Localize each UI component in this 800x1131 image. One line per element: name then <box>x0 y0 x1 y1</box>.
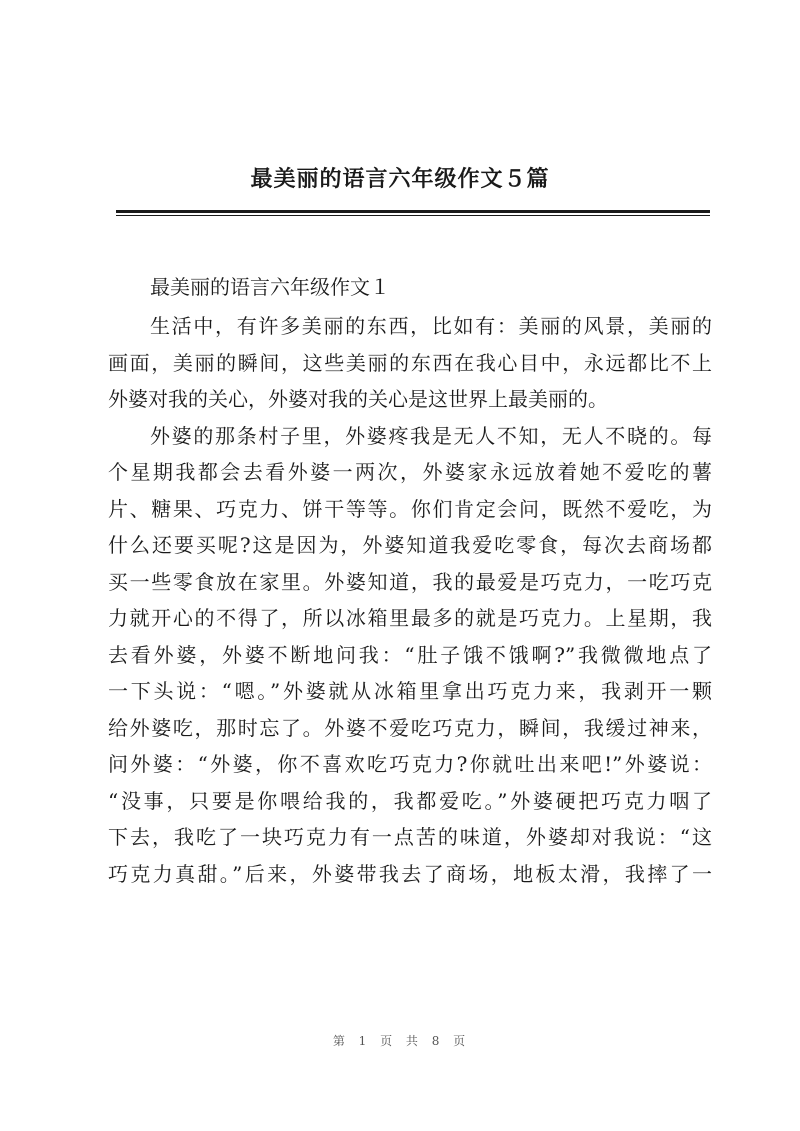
title-rule-thick <box>116 210 710 213</box>
document-title: 最美丽的语言六年级作文５篇 <box>250 166 550 192</box>
paragraph-line: 巧克力真甜。”后来，外婆带我去了商场，地板太滑，我摔了一 <box>108 861 712 886</box>
paragraph-line: 个星期我都会去看外婆一两次，外婆家永远放着她不爱吃的薯 <box>108 460 712 484</box>
paragraph-1 <box>108 308 712 418</box>
paragraph-line: 下去，我吃了一块巧克力有一点苦的味道，外婆却对我说：“这 <box>108 825 712 849</box>
paragraph-line: 一下头说：“嗯。”外婆就从冰箱里拿出巧克力来，我剥开一颗 <box>108 679 712 703</box>
paragraph-line: 力就开心的不得了，所以冰箱里最多的就是巧克力。上星期，我 <box>108 606 712 630</box>
page-number-footer: 第 1 页 共 8 页 <box>332 1034 468 1048</box>
paragraph-2 <box>108 418 712 893</box>
paragraph-line: 什么还要买呢?这是因为，外婆知道我爱吃零食，每次去商场都 <box>108 533 712 557</box>
paragraph-line: 去看外婆，外婆不断地问我：“肚子饿不饿啊?”我微微地点了 <box>108 642 712 667</box>
paragraph-line: 买一些零食放在家里。外婆知道，我的最爱是巧克力，一吃巧克 <box>108 569 712 594</box>
paragraph-line: 片、糖果、巧克力、饼干等等。你们肯定会问，既然不爱吃，为 <box>108 496 712 521</box>
document-body <box>108 266 712 892</box>
paragraph-line: 画面，美丽的瞬间，这些美丽的东西在我心目中，永远都比不上 <box>108 350 712 375</box>
paragraph-line: 问外婆：“外婆，你不喜欢吃巧克力?你就吐出来吧!”外婆说： <box>108 752 712 776</box>
paragraph-line: “没事，只要是你喂给我的，我都爱吃。”外婆硬把巧克力咽了 <box>108 788 712 813</box>
title-rule-thin <box>116 215 710 216</box>
paragraph-line: 给外婆吃，那时忘了。外婆不爱吃巧克力，瞬间，我缓过神来， <box>108 715 712 740</box>
section-heading: 最美丽的语言六年级作文１ <box>150 275 390 299</box>
paragraph-line: 外婆对我的关心，外婆对我的关心是这世界上最美丽的。 <box>108 387 608 411</box>
paragraph-line: 外婆的那条村子里，外婆疼我是无人不知，无人不晓的。每 <box>150 423 712 448</box>
paragraph-line: 生活中，有许多美丽的东西，比如有：美丽的风景，美丽的 <box>150 314 712 338</box>
